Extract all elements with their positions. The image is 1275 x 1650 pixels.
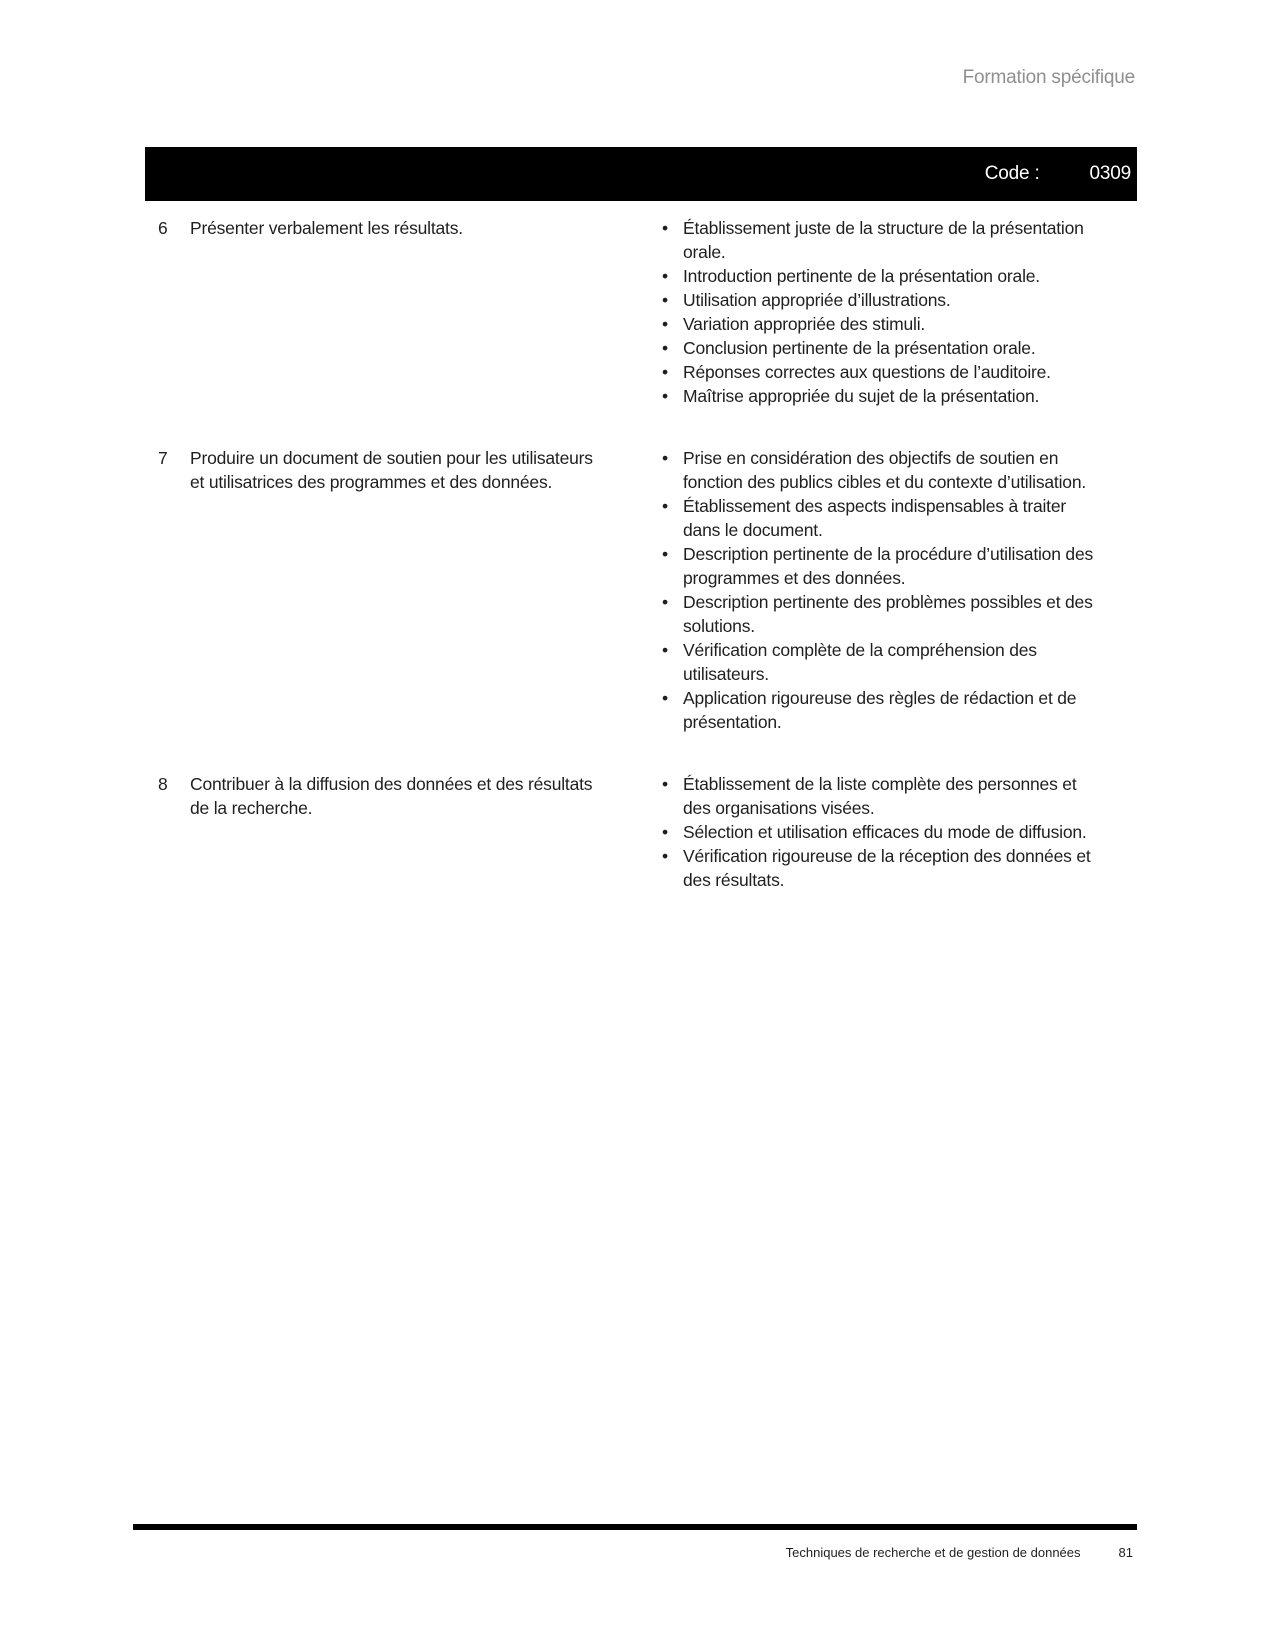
criterion-item bbox=[660, 494, 1100, 542]
code-value: 0309 bbox=[1089, 163, 1131, 184]
bullet-icon: • bbox=[662, 448, 668, 468]
objective-row bbox=[158, 446, 1137, 734]
objective-row bbox=[158, 772, 1137, 892]
criterion-text: Maîtrise appropriée du sujet de la présentation. bbox=[683, 386, 1040, 406]
criterion-item bbox=[660, 288, 1100, 312]
criterion-text: Établissement des aspects indispensables à traiter dans le document. bbox=[683, 496, 1066, 540]
criterion-text: Variation appropriée des stimuli. bbox=[683, 314, 926, 334]
criterion-text: Description pertinente de la procédure d’utilisation des programmes et des données. bbox=[683, 544, 1094, 588]
criterion-item bbox=[660, 384, 1100, 408]
bullet-icon: • bbox=[662, 314, 668, 334]
objective-row bbox=[158, 216, 1137, 408]
objectives-table bbox=[158, 216, 1137, 892]
criterion-item bbox=[660, 360, 1100, 384]
criterion-text: Réponses correctes aux questions de l’auditoire. bbox=[683, 362, 1051, 382]
bullet-icon: • bbox=[662, 386, 668, 406]
criterion-text: Établissement de la liste complète des personnes et des organisations visées. bbox=[683, 774, 1077, 818]
bullet-icon: • bbox=[662, 822, 668, 842]
criterion-item bbox=[660, 446, 1100, 494]
criterion-item bbox=[660, 590, 1100, 638]
criterion-text: Établissement juste de la structure de la présentation orale. bbox=[683, 218, 1084, 262]
criterion-item bbox=[660, 264, 1100, 288]
criterion-item bbox=[660, 542, 1100, 590]
bullet-icon: • bbox=[662, 774, 668, 794]
bullet-icon: • bbox=[662, 266, 668, 286]
criteria-cell bbox=[660, 772, 1137, 892]
criterion-text: Introduction pertinente de la présentation orale. bbox=[683, 266, 1040, 286]
criterion-text: Prise en considération des objectifs de soutien en fonction des publics cibles et du contexte d’utilisation. bbox=[683, 448, 1087, 492]
objective-number: 7 bbox=[158, 448, 168, 468]
bullet-icon: • bbox=[662, 544, 668, 564]
bullet-icon: • bbox=[662, 338, 668, 358]
footer-rule bbox=[133, 1524, 1137, 1530]
bullet-icon: • bbox=[662, 496, 668, 516]
criterion-text: Conclusion pertinente de la présentation orale. bbox=[683, 338, 1036, 358]
bullet-icon: • bbox=[662, 846, 668, 866]
criterion-item bbox=[660, 216, 1100, 264]
objective-text: Présenter verbalement les résultats. bbox=[190, 218, 463, 238]
criterion-item bbox=[660, 820, 1100, 844]
criteria-list bbox=[660, 216, 1100, 408]
criterion-item bbox=[660, 638, 1100, 686]
bullet-icon: • bbox=[662, 362, 668, 382]
criteria-list bbox=[660, 446, 1100, 734]
criterion-text: Description pertinente des problèmes possibles et des solutions. bbox=[683, 592, 1093, 636]
criteria-list bbox=[660, 772, 1100, 892]
bullet-icon: • bbox=[662, 640, 668, 660]
objective-text: Contribuer à la diffusion des données et des résultats de la recherche. bbox=[190, 774, 593, 818]
criterion-item bbox=[660, 772, 1100, 820]
code-bar bbox=[145, 147, 1137, 201]
criterion-item bbox=[660, 844, 1100, 892]
objective-number: 8 bbox=[158, 774, 168, 794]
bullet-icon: • bbox=[662, 290, 668, 310]
criterion-item bbox=[660, 686, 1100, 734]
criterion-text: Vérification rigoureuse de la réception des données et des résultats. bbox=[683, 846, 1091, 890]
code-label: Code : bbox=[984, 163, 1040, 184]
objective-cell bbox=[158, 772, 660, 892]
objective-text: Produire un document de soutien pour les utilisateurs et utilisatrices des programmes et des données. bbox=[190, 448, 593, 492]
page-footer bbox=[133, 1541, 1137, 1565]
running-header: Formation spécifique bbox=[962, 67, 1135, 88]
objective-number: 6 bbox=[158, 218, 168, 238]
bullet-icon: • bbox=[662, 592, 668, 612]
criteria-cell bbox=[660, 446, 1137, 734]
criterion-text: Utilisation appropriée d’illustrations. bbox=[683, 290, 951, 310]
criterion-item bbox=[660, 312, 1100, 336]
objective-cell bbox=[158, 446, 660, 734]
bullet-icon: • bbox=[662, 688, 668, 708]
footer-title: Techniques de recherche et de gestion de données bbox=[785, 1545, 1081, 1560]
criteria-cell bbox=[660, 216, 1137, 408]
criterion-text: Application rigoureuse des règles de rédaction et de présentation. bbox=[683, 688, 1077, 732]
bullet-icon: • bbox=[662, 218, 668, 238]
criterion-text: Vérification complète de la compréhension des utilisateurs. bbox=[683, 640, 1037, 684]
criterion-item bbox=[660, 336, 1100, 360]
criterion-text: Sélection et utilisation efficaces du mode de diffusion. bbox=[683, 822, 1087, 842]
page-number: 81 bbox=[1118, 1545, 1133, 1560]
objective-cell bbox=[158, 216, 660, 408]
